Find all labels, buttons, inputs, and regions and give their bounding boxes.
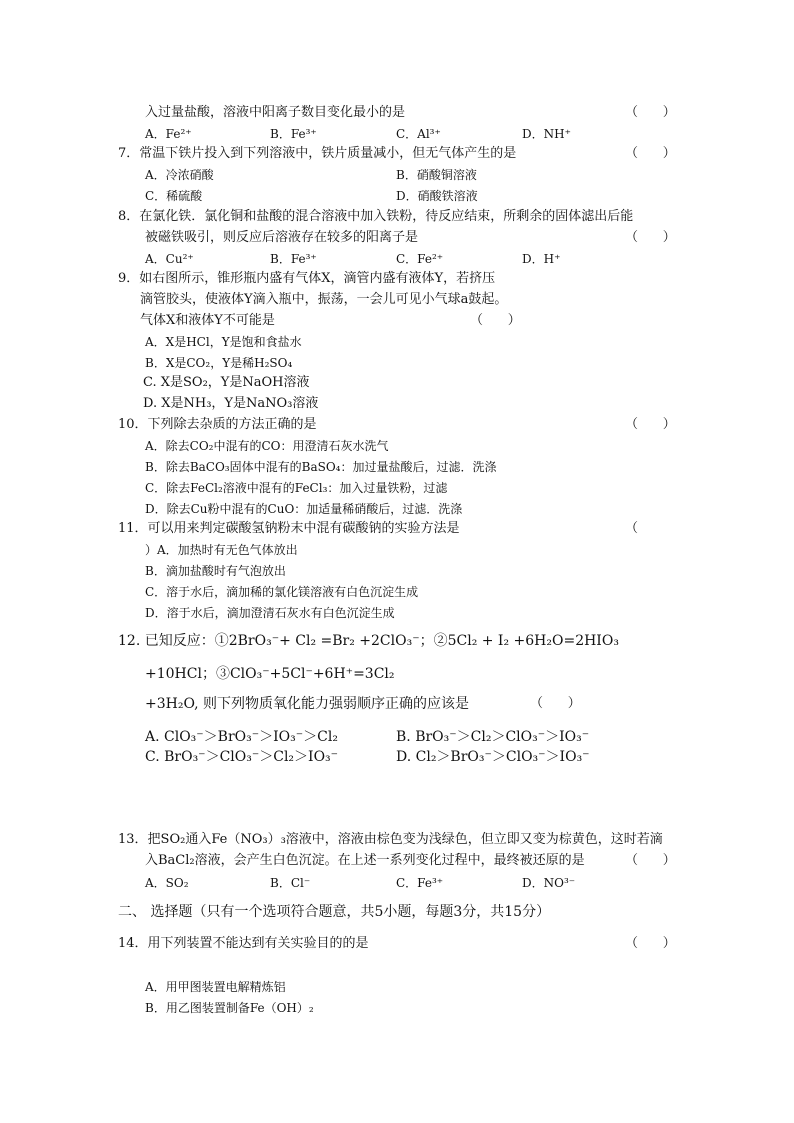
q13-stem-line1: 13．把SO₂通入Fe（NO₃）₃溶液中，溶液由棕色变为浅绿色，但立即又变为棕黄色，这时若滴 [118, 832, 663, 847]
q13-option-a: A．SO₂ [145, 876, 189, 890]
q6-answer-paren: （ ） [625, 105, 676, 120]
q6-stem: 入过量盐酸，溶液中阳离子数目变化最小的是 [145, 105, 406, 120]
q12-option-b: B. BrO₃⁻＞Cl₂＞ClO₃⁻＞IO₃⁻ [396, 729, 590, 745]
q8-option-a: A．Cu²⁺ [145, 252, 194, 266]
q8-option-b: B．Fe³⁺ [270, 252, 317, 266]
q9-option-c: C. X是SO₂，Y是NaOH溶液 [143, 375, 310, 390]
q12-stem-line2: +10HCl；③ClO₃⁻+5Cl⁻+6H⁺=3Cl₂ [145, 666, 395, 682]
q12-stem-line3: +3H₂O, 则下列物质氧化能力强弱顺序正确的应该是 [145, 696, 470, 712]
q7-option-d: D．硝酸铁溶液 [396, 189, 478, 203]
q7-answer-paren: （ ） [625, 146, 676, 161]
q10-answer-paren: （ ） [625, 417, 676, 432]
section-heading: 二、 选择题（只有一个选项符合题意，共5小题，每题3分，共15分） [118, 904, 551, 920]
q8-stem-line1: 8．在氯化铁．氯化铜和盐酸的混合溶液中加入铁粉，待反应结束，所剩余的固体滤出后能 [118, 209, 634, 224]
q14-option-b: B．用乙图装置制备Fe（OH）₂ [145, 1001, 314, 1015]
q10-option-a: A．除去CO₂中混有的CO：用澄清石灰水洗气 [145, 439, 389, 453]
q13-option-d: D．NO³⁻ [522, 876, 576, 890]
q7-stem: 7．常温下铁片投入到下列溶液中，铁片质量减小，但无气体产生的是 [118, 146, 517, 161]
q11-option-b: B．滴加盐酸时有气泡放出 [145, 564, 286, 578]
q9-stem-line3: 气体X和液体Y不可能是 [140, 313, 275, 328]
q6-option-c: C．Al³⁺ [396, 127, 441, 141]
q8-option-c: C．Fe²⁺ [396, 252, 444, 266]
q9-stem-line2: 滴管胶头，使液体Y滴入瓶中，振荡，一会儿可见小气球a鼓起。 [140, 292, 508, 307]
q9-stem-line1: 9．如右图所示，锥形瓶内盛有气体X，滴管内盛有液体Y，若挤压 [118, 271, 496, 286]
q11-stem: 11．可以用来判定碳酸氢钠粉末中混有碳酸钠的实验方法是 [118, 521, 460, 536]
q7-option-b: B．硝酸铜溶液 [396, 168, 477, 182]
q6-option-a: A．Fe²⁺ [145, 127, 192, 141]
q12-option-d: D. Cl₂＞BrO₃⁻＞ClO₃⁻＞IO₃⁻ [396, 749, 590, 765]
q10-option-b: B．除去BaCO₃固体中混有的BaSO₄：加过量盐酸后，过滤．洗涤 [145, 460, 497, 474]
q13-answer-paren: （ ） [625, 853, 676, 868]
q10-stem: 10．下列除去杂质的方法正确的是 [118, 417, 317, 432]
q14-answer-paren: （ ） [625, 936, 676, 951]
q12-option-c: C. BrO₃⁻＞ClO₃⁻＞Cl₂＞IO₃⁻ [145, 749, 339, 765]
q13-option-c: C．Fe³⁺ [396, 876, 444, 890]
q14-stem: 14．用下列装置不能达到有关实验目的的是 [118, 936, 369, 951]
q11-option-a: ）A．加热时有无色气体放出 [145, 543, 298, 557]
q14-option-a: A．用甲图装置电解精炼铝 [145, 980, 286, 994]
q6-option-b: B．Fe³⁺ [270, 127, 317, 141]
q9-option-b: B．X是CO₂，Y是稀H₂SO₄ [145, 356, 293, 370]
q8-answer-paren: （ ） [625, 230, 676, 245]
q10-option-c: C．除去FeCl₂溶液中混有的FeCl₃：加入过量铁粉，过滤 [145, 481, 448, 495]
q9-option-d: D. X是NH₃，Y是NaNO₃溶液 [143, 396, 319, 411]
q6-option-d: D．NH⁺ [522, 127, 571, 141]
q12-answer-paren: （ ） [530, 696, 581, 711]
q8-stem-line2: 被磁铁吸引，则反应后溶液存在较多的阳离子是 [145, 230, 419, 245]
q7-option-a: A．冷浓硝酸 [145, 168, 214, 182]
q11-option-c: C．溶于水后，滴加稀的氯化镁溶液有白色沉淀生成 [145, 585, 419, 599]
q12-stem-line1: 12. 已知反应：①2BrO₃⁻+ Cl₂ =Br₂ +2ClO₃⁻；②5Cl₂ + I₂ +6H₂O=2HIO₃ [118, 633, 619, 649]
q9-answer-paren: （ ） [470, 313, 521, 328]
q12-option-a: A. ClO₃⁻＞BrO₃⁻＞IO₃⁻＞Cl₂ [145, 729, 338, 745]
q9-option-a: A．X是HCl，Y是饱和食盐水 [145, 335, 302, 349]
q11-answer-paren-open: （ [625, 521, 639, 536]
q7-option-c: C．稀硫酸 [145, 189, 203, 203]
q11-option-d: D．溶于水后，滴加澄清石灰水有白色沉淀生成 [145, 606, 395, 620]
q13-option-b: B．Cl⁻ [270, 876, 311, 890]
q13-stem-line2: 入BaCl₂溶液，会产生白色沉淀。在上述一系列变化过程中，最终被还原的是 [145, 853, 585, 868]
q10-option-d: D．除去Cu粉中混有的CuO：加适量稀硝酸后，过滤．洗涤 [145, 502, 463, 516]
q8-option-d: D．H⁺ [522, 252, 561, 266]
